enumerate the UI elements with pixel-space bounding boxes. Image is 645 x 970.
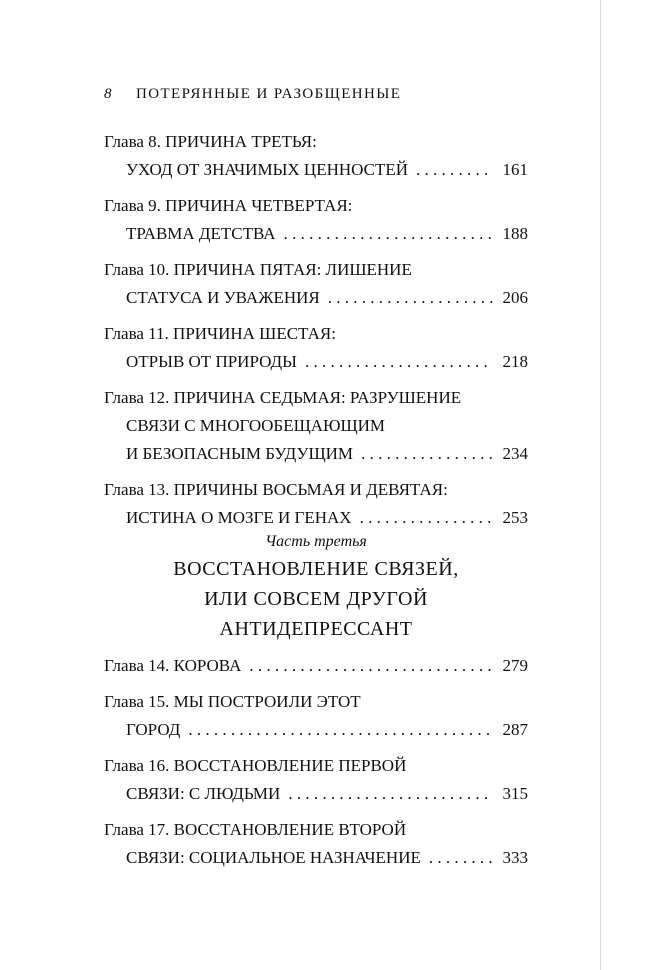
toc-entry-chapter-16[interactable] [104, 752, 528, 808]
toc-page-number: 234 [502, 444, 528, 463]
toc-page-number: 206 [502, 288, 528, 307]
part-heading [104, 530, 528, 644]
toc-entry-title: Глава 13. ПРИЧИНЫ ВОСЬМАЯ И ДЕВЯТАЯ: [104, 480, 448, 499]
toc-entry-chapter-12[interactable] [104, 384, 528, 468]
leader-dots [352, 504, 493, 532]
toc-entry-title: Глава 12. ПРИЧИНА СЕДЬМАЯ: РАЗРУШЕНИЕ [104, 388, 462, 407]
toc-entry-title: Глава 9. ПРИЧИНА ЧЕТВЕРТАЯ: [104, 196, 353, 215]
page-edge [600, 0, 601, 970]
toc-page-number: 287 [502, 720, 528, 739]
toc-entry-title: Глава 8. ПРИЧИНА ТРЕТЬЯ: [104, 132, 317, 151]
leader-dots [241, 652, 492, 680]
toc-entry-title-cont: ГОРОД [126, 720, 181, 739]
toc-page-number: 315 [502, 784, 528, 803]
part-title-line: ИЛИ СОВСЕМ ДРУГОЙ [204, 588, 428, 610]
toc-entry-title: Глава 16. ВОССТАНОВЛЕНИЕ ПЕРВОЙ [104, 756, 407, 775]
toc-entry-title-cont: СВЯЗИ С МНОГООБЕЩАЮЩИМ [126, 416, 386, 435]
toc-entry-title-cont: ОТРЫВ ОТ ПРИРОДЫ [126, 352, 297, 371]
leader-dots [297, 348, 493, 376]
part-title-line: ВОССТАНОВЛЕНИЕ СВЯЗЕЙ, [173, 558, 459, 580]
toc-page-number: 253 [502, 508, 528, 527]
toc-entry-title-cont: СВЯЗИ: С ЛЮДЬМИ [126, 784, 281, 803]
toc-entry-title: Глава 14. КОРОВА [104, 656, 242, 675]
leader-dots [408, 156, 492, 184]
toc-entry-chapter-15[interactable] [104, 688, 528, 744]
toc-entry-title-cont: УХОД ОТ ЗНАЧИМЫХ ЦЕННОСТЕЙ [126, 160, 409, 179]
toc-entry-title: Глава 15. МЫ ПОСТРОИЛИ ЭТОТ [104, 692, 361, 711]
leader-dots [353, 440, 492, 468]
leader-dots [276, 220, 493, 248]
leader-dots [320, 284, 493, 312]
page-number: 8 [104, 86, 112, 102]
toc-entry-chapter-9[interactable] [104, 192, 528, 248]
toc-entry-title: Глава 10. ПРИЧИНА ПЯТАЯ: ЛИШЕНИЕ [104, 260, 412, 279]
part-label: Часть третья [265, 533, 367, 550]
toc-entry-title: Глава 11. ПРИЧИНА ШЕСТАЯ: [104, 324, 336, 343]
toc-entry-title-cont: СВЯЗИ: СОЦИАЛЬНОЕ НАЗНАЧЕНИЕ [126, 848, 421, 867]
toc-entry-title-cont: СТАТУСА И УВАЖЕНИЯ [126, 288, 320, 307]
leader-dots [421, 844, 493, 872]
book-title: ПОТЕРЯННЫЕ И РАЗОБЩЕННЫЕ [136, 86, 402, 102]
toc-entry-chapter-11[interactable] [104, 320, 528, 376]
toc-entry-chapter-10[interactable] [104, 256, 528, 312]
running-head [104, 86, 528, 103]
toc-entry-title-cont: ТРАВМА ДЕТСТВА [126, 224, 276, 243]
toc-entry-title-cont: ИСТИНА О МОЗГЕ И ГЕНАХ [126, 508, 352, 527]
toc-entry-title: Глава 17. ВОССТАНОВЛЕНИЕ ВТОРОЙ [104, 820, 407, 839]
toc-entry-chapter-13[interactable] [104, 476, 528, 532]
toc-entry-chapter-17[interactable] [104, 816, 528, 872]
toc-list-bottom [104, 652, 528, 872]
leader-dots [280, 780, 492, 808]
toc-page-number: 188 [502, 224, 528, 243]
toc-entry-title-cont: И БЕЗОПАСНЫМ БУДУЩИМ [126, 444, 354, 463]
toc-list-top [104, 128, 528, 532]
toc-page-number: 161 [502, 160, 528, 179]
toc-page-number: 279 [502, 656, 528, 675]
leader-dots [180, 716, 492, 744]
toc-page-number: 218 [502, 352, 528, 371]
toc-page-number: 333 [502, 848, 528, 867]
part-title-line: АНТИДЕПРЕССАНТ [219, 618, 413, 640]
toc-entry-chapter-8[interactable] [104, 128, 528, 184]
toc-entry-chapter-14[interactable] [104, 652, 528, 680]
